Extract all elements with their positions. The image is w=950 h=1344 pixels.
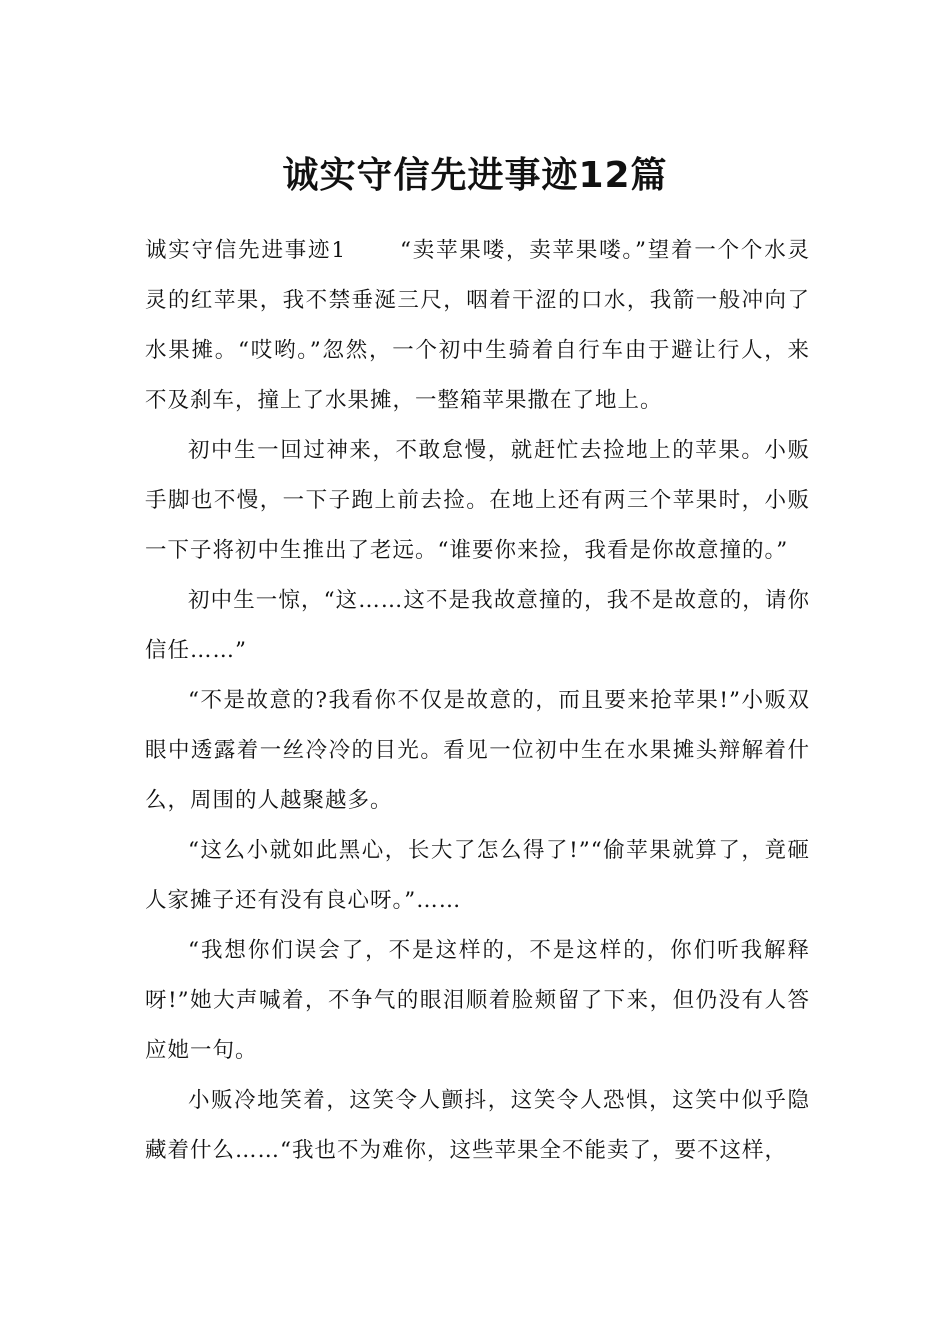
paragraph-1-text: “卖苹果喽，卖苹果喽。”望着一个个水灵灵的红苹果，我不禁垂涎三尺，咽着干涩的口水，我箭一般冲向了水果摊。“哎哟。”忽然，一个初中生骑着自行车由于避让行人，来不及刹车，撞上了水果摊，一整箱苹果撒在了地上。 <box>145 238 810 413</box>
section-heading: 诚实守信先进事迹1 <box>145 238 347 263</box>
page-title: 诚实守信先进事迹12篇 <box>282 155 668 197</box>
paragraph-1 <box>145 226 810 426</box>
paragraph-5: “这么小就如此黑心，长大了怎么得了!”“偷苹果就算了，竟砸人家摊子还有没有良心呀。”…… <box>145 838 810 913</box>
paragraph-4: “不是故意的?我看你不仅是故意的，而且要来抢苹果!”小贩双眼中透露着一丝冷冷的目光。看见一位初中生在水果摊头辩解着什么，周围的人越聚越多。 <box>145 688 810 813</box>
paragraph-6: “我想你们误会了，不是这样的，不是这样的，你们听我解释呀!”她大声喊着，不争气的眼泪顺着脸颊留了下来，但仍没有人答应她一句。 <box>145 938 810 1063</box>
paragraph-3: 初中生一惊，“这……这不是我故意撞的，我不是故意的，请你信任……” <box>145 588 810 663</box>
paragraph-7: 小贩冷地笑着，这笑令人颤抖，这笑令人恐惧，这笑中似乎隐藏着什么……“我也不为难你，这些苹果全不能卖了，要不这样， <box>145 1088 810 1163</box>
article-body <box>145 226 810 1176</box>
paragraph-2: 初中生一回过神来，不敢怠慢，就赶忙去捡地上的苹果。小贩手脚也不慢，一下子跑上前去捡。在地上还有两三个苹果时，小贩一下子将初中生推出了老远。“谁要你来捡，我看是你故意撞的。” <box>145 438 810 563</box>
